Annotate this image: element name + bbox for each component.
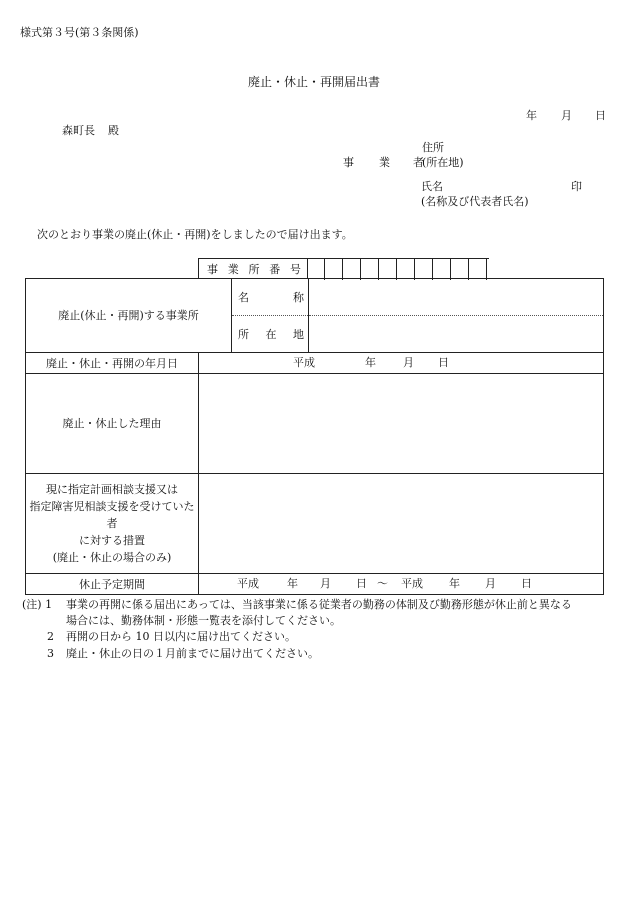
date-year: 年 [365, 356, 376, 369]
seal-label: 印 [571, 180, 582, 193]
date-row-field[interactable] [199, 353, 604, 374]
loc-char-3: 地 [293, 327, 304, 341]
business-number-cell[interactable] [307, 259, 325, 280]
business-number-cell[interactable] [433, 259, 451, 280]
bn-char-1: 事 [207, 263, 218, 276]
business-number-cell[interactable] [325, 259, 343, 280]
note-1-line-2: 場合には、勤務体制・形態一覧表を添付してください。 [66, 614, 341, 627]
operator-char-1: 事 [343, 156, 354, 169]
page-title: 廃止・休止・再開届出書 [248, 75, 381, 89]
addressee: 森町長 [62, 124, 95, 137]
notification-table [25, 278, 604, 595]
period-start-day: 日 [356, 577, 367, 590]
reason-label-cell [26, 374, 199, 474]
honorific: 殿 [108, 124, 119, 137]
date-row-label-cell [26, 353, 199, 374]
note-1-line-1: 事業の再開に係る届出にあっては、当該事業に係る従業者の勤務の体制及び勤務形態が休止前と異なる [66, 598, 572, 611]
bn-char-3: 所 [248, 263, 260, 276]
period-start-year: 年 [287, 577, 298, 590]
date-year-label: 年 [526, 109, 537, 122]
facility-location-label-cell [232, 316, 309, 353]
business-number-cell[interactable] [379, 259, 397, 280]
measures-label-cell [26, 474, 199, 574]
date-era: 平成 [293, 356, 315, 369]
name-char-1: 名 [238, 290, 249, 304]
business-number-cells [307, 258, 489, 279]
business-number-label [198, 258, 308, 279]
period-start-month: 月 [320, 577, 331, 590]
period-label: 休止予定期間 [79, 577, 145, 591]
name-note: (名称及び代表者氏名) [421, 195, 529, 208]
business-number-cell[interactable] [451, 259, 469, 280]
date-day-label: 日 [595, 109, 606, 122]
period-end-era: 平成 [401, 577, 423, 590]
location-paren: (所在地) [422, 156, 464, 169]
date-month-label: 月 [561, 109, 572, 122]
bn-char-5: 号 [290, 263, 301, 276]
measures-line-1: 現に指定計画相談支援又は [46, 483, 178, 496]
name-char-2: 称 [293, 290, 304, 304]
period-label-cell [26, 574, 199, 595]
note-1-marker: (注) 1 [22, 598, 53, 611]
date-month: 月 [403, 356, 414, 369]
reason-field[interactable] [199, 374, 604, 474]
operator-char-2: 業 [379, 156, 390, 169]
facility-name-field[interactable] [309, 279, 604, 316]
reason-label: 廃止・休止した理由 [62, 417, 162, 430]
period-end-month: 月 [485, 577, 496, 590]
business-number-cell[interactable] [469, 259, 487, 280]
bn-char-2: 業 [227, 263, 239, 276]
business-number-cell[interactable] [361, 259, 379, 280]
facility-name-label-cell [232, 279, 309, 316]
period-end-day: 日 [521, 577, 532, 590]
measures-line-4: (廃止・休止の場合のみ) [52, 551, 172, 564]
note-3-line-1: 廃止・休止の日の１月前までに届け出てください。 [66, 647, 319, 660]
loc-char-1: 所 [238, 327, 249, 341]
period-field[interactable] [199, 574, 604, 595]
business-number-cell[interactable] [343, 259, 361, 280]
address-label: 住所 [422, 141, 444, 154]
form-number: 様式第３号(第３条関係) [20, 26, 139, 39]
note-3-marker: 3 [47, 647, 54, 660]
date-day: 日 [438, 356, 449, 369]
business-number-cell[interactable] [415, 259, 433, 280]
date-row-label: 廃止・休止・再開の年月日 [46, 356, 178, 370]
intro-text: 次のとおり事業の廃止(休止・再開)をしましたので届け出ます。 [37, 228, 353, 241]
facility-location-field[interactable] [309, 316, 604, 353]
name-label: 氏名 [421, 180, 443, 193]
bn-char-4: 番 [269, 263, 281, 276]
measures-field[interactable] [199, 474, 604, 574]
measures-line-2: 指定障害児相談支援を受けていた者 [29, 500, 195, 530]
facility-label-cell [26, 279, 232, 353]
period-start-era: 平成 [237, 577, 259, 590]
measures-line-3: に対する措置 [79, 534, 145, 547]
period-tilde: 〜 [377, 577, 388, 590]
note-2-line-1: 再開の日から 10 日以内に届け出てください。 [66, 630, 296, 643]
business-number-cell[interactable] [397, 259, 415, 280]
operator-char-3: 者 [413, 156, 424, 169]
period-end-year: 年 [449, 577, 460, 590]
facility-label: 廃止(休止・再開)する事業所 [58, 309, 199, 322]
note-2-marker: 2 [47, 630, 54, 643]
loc-char-2: 在 [265, 327, 277, 341]
